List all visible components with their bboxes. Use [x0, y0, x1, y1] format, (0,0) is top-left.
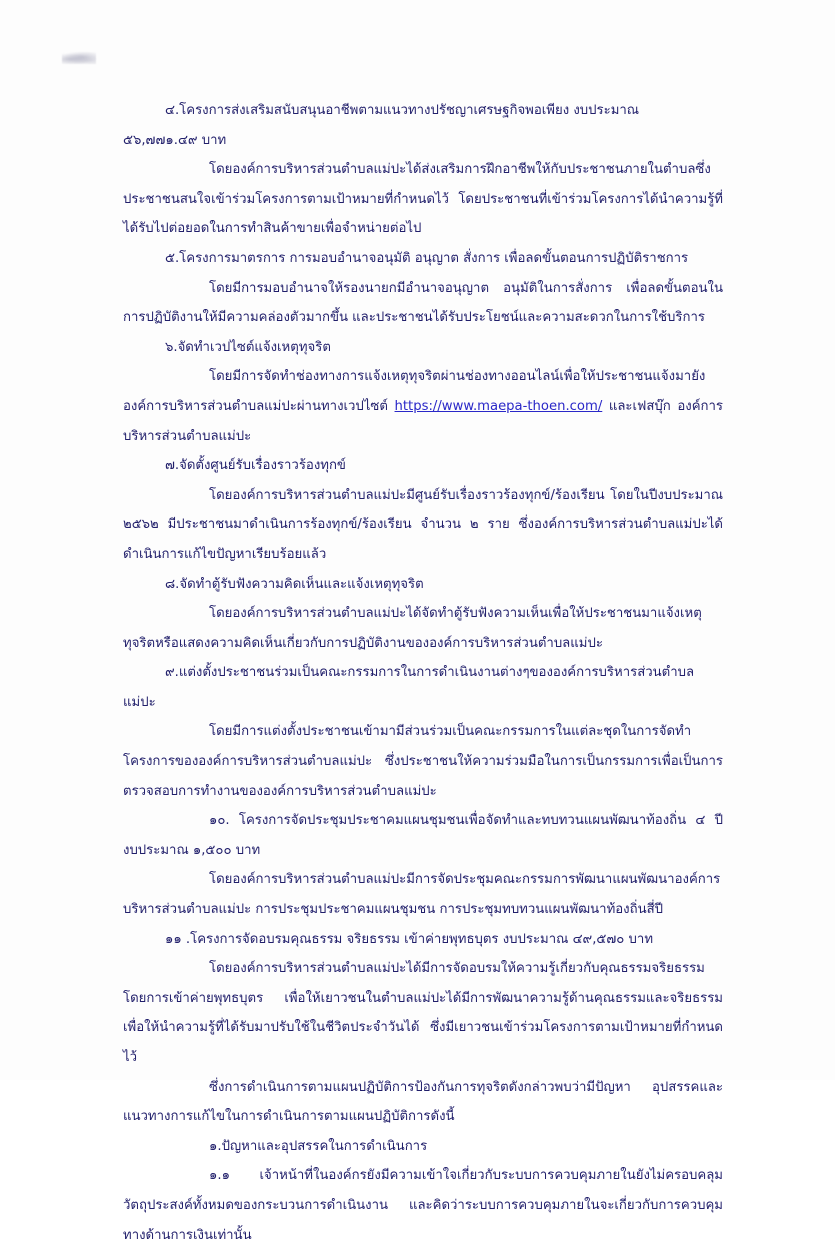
paragraph-summary: ซึ่งการดำเนินการตามแผนปฏิบัติการป้องกันการทุจริตดังกล่าวพบว่ามีปัญหา อุปสรรคและแนวทางการแก้ไขในการดำเนินการตามแผนปฏิบัติการดังนี้ — [123, 1079, 723, 1125]
paragraph-item-4-body: โดยองค์การบริหารส่วนตำบลแม่ปะได้ส่งเสริมการฝึกอาชีพให้กับประชาชนภายในตำบลซึ่งประชาชนสนใจเข้าร่วมโครงการตามเป้าหมายที่กำหนดไว้ โดยประชาชนที่เข้าร่วมโครงการได้นำความรู้ที่ได้รับไปต่อยอดในการทำสินค้าขายเพื่อจำหน่ายต่อไป — [123, 162, 723, 237]
paragraph-section-1-heading: ๑.ปัญหาและอุปสรรคในการดำเนินการ — [209, 1138, 428, 1154]
paragraph-item-6-body — [123, 362, 723, 451]
paragraph-item-8-body: โดยองค์การบริหารส่วนตำบลแม่ปะได้จัดทำตู้รับฟังความเห็นเพื่อให้ประชาชนมาแจ้งเหตุทุจริตหรือแสดงความคิดเห็นเกี่ยวกับการปฏิบัติงานขององค์การบริหารส่วนตำบลแม่ปะ — [123, 606, 702, 651]
paragraph-item-8-heading: ๘.จัดทำตู้รับฟังความคิดเห็นและแจ้งเหตุทุจริต — [165, 576, 424, 592]
paragraph-item-10-heading: ๑๐. โครงการจัดประชุมประชาคมแผนชุมชนเพื่อจัดทำและทบทวนแผนพัฒนาท้องถิ่น ๔ ปี งบประมาณ ๑,๕๐๐ บาท — [123, 813, 723, 858]
paragraph-item-4-heading-cont: ๕๖,๗๗๑.๔๙ บาท — [123, 132, 227, 148]
paragraph-item-5-body: โดยมีการมอบอำนาจให้รองนายกมีอำนาจอนุญาต อนุมัติในการสั่งการ เพื่อลดขั้นตอนในการปฏิบัติงานให้มีความคล่องตัวมากขึ้น และประชาชนได้รับประโยชน์และความสะดวกในการใช้บริการ — [123, 280, 723, 326]
paragraph-item-9-body: โดยมีการแต่งตั้งประชาชนเข้ามามีส่วนร่วมเป็นคณะกรรมการในแต่ละชุดในการจัดทำโครงการขององค์การบริหารส่วนตำบลแม่ปะ ซึ่งประชาชนให้ความร่วมมือในการเป็นกรรมการเพื่อเป็นการตรวจสอบการทำงานขององค์การบริหารส่วนตำบลแม่ปะ — [123, 724, 723, 799]
paragraph-item-7-body: โดยองค์การบริหารส่วนตำบลแม่ปะมีศูนย์รับเรื่องราวร้องทุกข์/ร้องเรียน โดยในปีงบประมาณ ๒๕๖๒ มีประชาชนมาดำเนินการร้องทุกข์/ร้องเรียน จำนวน ๒ ราย ซึ่งองค์การบริหารส่วนตำบลแม่ปะได้ดำเนินการแก้ไขปัญหาเรียบร้อยแล้ว — [123, 487, 723, 562]
paragraph-section-1-1-body: ๑.๑ เจ้าหน้าที่ในองค์กรยังมีความเข้าใจเกี่ยวกับระบบการควบคุมภายในยังไม่ครอบคลุมวัตถุประสงค์ทั้งหมดของกระบวนการดำเนินงาน และคิดว่าระบบการควบคุมภายในจะเกี่ยวกับการควบคุมทางด้านการเงินเท่านั้น — [123, 1168, 723, 1243]
scan-artifact-mark — [62, 52, 96, 64]
paragraph-item-11-heading: ๑๑ .โครงการจัดอบรมคุณธรรม จริยธรรม เข้าค่ายพุทธบุตร งบประมาณ ๔๙,๕๗๐ บาท — [165, 931, 654, 947]
paragraph-item-9-heading: ๙.แต่งตั้งประชาชนร่วมเป็นคณะกรรมการในการดำเนินงานต่างๆขององค์การบริหารส่วนตำบลแม่ปะ — [123, 665, 695, 710]
item-6-body-text-a: โดยมีการจัดทำช่องทางการแจ้งเหตุทุจริตผ่านช่องทางออนไลน์เพื่อให้ประชาชนแจ้งมายังองค์การบริหารส่วนตำบลแม่ปะผ่านทางเวปไซต์ — [123, 369, 706, 414]
paragraph-item-11-body: โดยองค์การบริหารส่วนตำบลแม่ปะได้มีการจัดอบรมให้ความรู้เกี่ยวกับคุณธรรมจริยธรรม โดยการเข้าค่ายพุทธบุตร เพื่อให้เยาวชนในตำบลแม่ปะได้มีการพัฒนาความรู้ด้านคุณธรรมและจริยธรรม เพื่อให้นำความรู้ที่ได้รับมาปรับใช้ในชีวิตประจำวันได้ ซึ่งมีเยาวชนเข้าร่วมโครงการตามเป้าหมายที่กำหนดไว้ — [123, 961, 723, 1065]
paragraph-item-6-heading: ๖.จัดทำเวปไซต์แจ้งเหตุทุจริต — [165, 339, 331, 355]
paragraph-item-5-heading: ๕.โครงการมาตรการ การมอบอำนาจอนุมัติ อนุญาต สั่งการ เพื่อลดขั้นตอนการปฏิบัติราชการ — [165, 250, 689, 266]
website-link[interactable]: https://www.maepa-thoen.com/ — [394, 398, 603, 414]
paragraph-item-7-heading: ๗.จัดตั้งศูนย์รับเรื่องราวร้องทุกข์ — [165, 458, 346, 474]
item-6-body-text-b: และเฟสบุ๊ก องค์การบริหารส่วนตำบลแม่ปะ — [123, 398, 723, 444]
paragraph-item-10-body: โดยองค์การบริหารส่วนตำบลแม่ปะมีการจัดประชุมคณะกรรมการพัฒนาแผนพัฒนาองค์การบริหารส่วนตำบลแม่ปะ การประชุมประชาคมแผนชุมชน การประชุมทบทวนแผนพัฒนาท้องถิ่นสี่ปี — [123, 872, 721, 918]
document-text-body — [123, 96, 723, 1250]
paragraph-item-4-heading: ๔.โครงการส่งเสริมสนับสนุนอาชีพตามแนวทางปรัชญาเศรษฐกิจพอเพียง งบประมาณ — [165, 103, 640, 118]
